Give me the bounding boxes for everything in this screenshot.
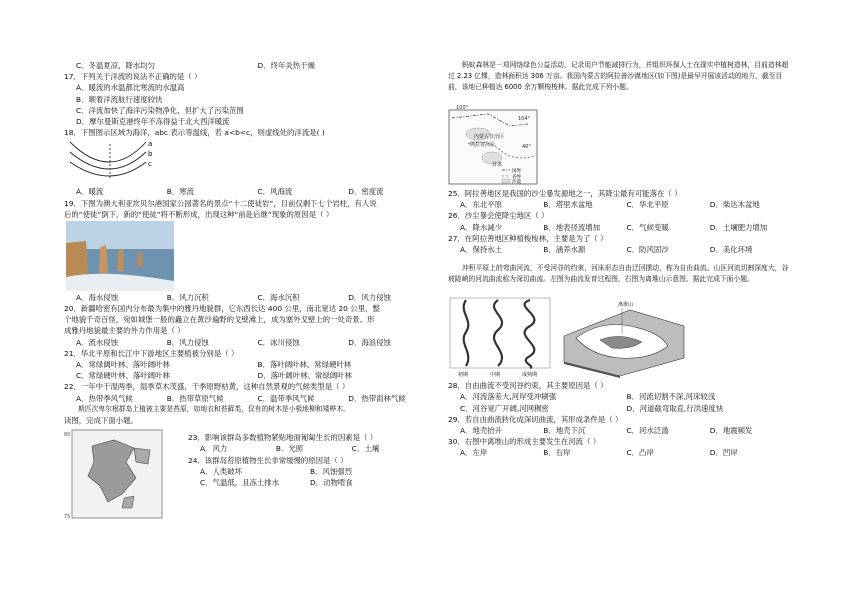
q22-options: A．热带季风气候 B．热带草原气候 C．温带季风气候 D．热带雨林气候 xyxy=(76,393,406,403)
q17-stem: 17．下列关于洋流的说法不正确的是（ ） xyxy=(64,72,202,82)
q20-stem: 20．新疆哈密有国内分布最为集中的雅丹地貌群，它东西长达 400 公里，南北宽达 20 公里，整 xyxy=(64,304,380,314)
q28-options: C．河谷宽广开阔,河网稠密 D．河道截弯取直,行洪速度快 xyxy=(460,403,724,413)
longitude-label: 104° xyxy=(518,116,531,122)
spitsbergen-intro: 读图，完成下面小题。 xyxy=(64,415,138,425)
q19-stem: 19．下图为澳大利亚坎贝尔港国家公园著名的景点“十二使徒岩”，目前仅剩下七个岩柱，有人说 xyxy=(64,198,377,208)
q18-stem: 18．下图图示区域为海洋，abc 表示等温线，若 a<b<c，则虚线处的洋流是( ) xyxy=(64,128,325,138)
q23-24-questions xyxy=(188,432,438,488)
q26-stem: 26．沙尘暴会使降尘地区（ ） xyxy=(448,211,549,221)
q18-options: A．暖流 B．寒流 C．风海流 D．密度流 xyxy=(76,187,384,197)
region-label: 内蒙古自治区 xyxy=(474,134,505,140)
q21-stem: 21．华北平原和长江中下游地区主要植被分别是（ ） xyxy=(64,348,239,358)
q30-stem: 30．右图中离堆山的形成主要发生在河流（ ） xyxy=(448,437,601,447)
q21-options: C．常绿硬叶林、落叶阔叶林 D．落叶阔叶林、常绿阔叶林 xyxy=(76,371,352,381)
q24-options: C．气温低，且冻土排水 D．动物啃食 xyxy=(200,477,353,487)
q29-options: A．地壳抬升 B．地壳下沉 C．河水泛滥 D．地震频发 xyxy=(460,425,753,435)
q26-options: A．降水减少 B．地表径流增加 C．气候变暖 D．土壤肥力增加 xyxy=(460,222,768,232)
meander-intro: 冲积平原上的弯曲河流，不受河谷的约束，河床形态自由迂回摆动，称为自由曲流。山区河流切割深度大，谷坡陡峭的河流曲流称为深切曲流。左图为曲流发育过程图，右图为离堆山示意图。据此完成下面小题。 xyxy=(448,264,789,284)
q24-stem: 24．该群岛苔原植物生长非常缓慢的原因是（ ） xyxy=(188,455,348,465)
isotherm-line-b xyxy=(70,152,146,169)
legend-label: 沙漠 xyxy=(512,180,521,185)
legend-label: 省界 xyxy=(512,175,521,180)
twelve-apostles-photo xyxy=(66,221,174,291)
q20-options: A．流水侵蚀 B．风力侵蚀 C．冰川侵蚀 D．海浪侵蚀 xyxy=(76,337,391,347)
q19-options: A．海水侵蚀 B．风力沉积 C．海水沉积 D．风力侵蚀 xyxy=(76,292,391,302)
isotherm-label: a xyxy=(148,140,153,149)
latitude-label: 75 xyxy=(64,514,71,521)
q23-24-block xyxy=(64,426,439,522)
q28-options: A．河流落差大,河岸受冲刷强 B．河流切割不深,河床较浅 xyxy=(460,392,716,402)
meander-figures xyxy=(448,296,793,380)
q19-photo-wrap xyxy=(64,220,439,292)
isotherm-line-a xyxy=(70,142,146,162)
q25-stem: 25．阿拉善地区是我国的沙尘暴发源地之一，其降尘最有可能落在（ ） xyxy=(448,189,682,198)
q21-options: A．常绿阔叶林、落叶阔叶林 B．落叶阔叶林、常绿硬叶林 xyxy=(76,360,352,369)
q22-stem: 22．一年中干湿两季，湿季草木茂盛，干季原野枯黄，这种自然景观的气候类型是（ ） xyxy=(64,382,350,392)
q19-stem: 后的“使徒”倒下，新的“使徒”将不断形成，出现这种“前赴后继”现象的原因是（ ） xyxy=(64,209,334,219)
stage-label: 初期 xyxy=(458,372,469,379)
meander-evolution-figure xyxy=(448,296,553,378)
q29-stem: 29．若自由曲流转化成深切曲流，其形成条件是（ ） xyxy=(448,414,623,424)
latitude-label: 80 xyxy=(64,432,71,439)
q20-stem: 成雅丹地貌最主要的外力作用是（ ） xyxy=(64,326,185,336)
isolated-hill-figure xyxy=(560,296,688,378)
q28-stem: 28．自由曲流不受河谷约束，其主要原因是（ ） xyxy=(448,381,608,391)
q27-stem: 27．在阿拉善地区种植梭梭林，主要是为了（ ） xyxy=(448,233,608,243)
spitsbergen-map xyxy=(64,428,164,520)
latitude-label: 40° xyxy=(522,144,531,150)
region-label: 阿拉善高原 xyxy=(470,142,496,148)
q18-figure-wrap xyxy=(64,138,439,186)
spitsbergen-intro: 斯匹次卑尔根群岛上植被主要是苔原，如地衣和苔藓类，仅有的树木是小极地柳和矮桦木。 xyxy=(78,404,350,413)
q17-option: C．洋流加快了海洋污染物净化，但扩大了污染范围 xyxy=(76,105,244,115)
q20-stem: 个地貌千奇百怪，宛如城堡一般的矗立在黄沙遍野的戈壁滩上，成为塞外戈壁上的一处奇景。形 xyxy=(64,315,375,325)
alxa-map xyxy=(448,104,540,186)
q25-options: A．东北平原 B．塔里木盆地 C．华北平原 D．柴达木盆地 xyxy=(460,200,760,210)
right-column xyxy=(448,60,793,458)
alxa-map-wrap xyxy=(448,104,793,188)
q17-option: D．摩尔曼斯克港终年不冻得益于北大西洋暖流 xyxy=(76,116,230,126)
legend-label: 国界 xyxy=(512,169,521,174)
region-label: 甘肃 xyxy=(492,162,503,168)
isotherm-label: c xyxy=(148,160,152,169)
isolated-hill-label: 离堆山 xyxy=(618,302,634,309)
left-column xyxy=(64,60,439,522)
q17-option: A．暖流的水温都比寒流的水温高 xyxy=(76,83,185,93)
isotherm-label: b xyxy=(148,150,153,159)
q24-options: A．人类破坏 B．风蚀强烈 xyxy=(200,466,353,476)
q23-options: A．风力 B．光照 C．土壤 xyxy=(200,444,380,454)
q27-options: A．保持水土 B．涵养水源 C．防风固沙 D．美化环境 xyxy=(460,244,753,254)
q17-option: B．顺着洋流航行速度较快 xyxy=(76,94,163,104)
stage-label: 中期 xyxy=(490,372,501,379)
isotherm-figure xyxy=(68,138,158,186)
q16-tail-options: C．冬温夏凉，降水均匀 D．终年炎热干燥 xyxy=(76,61,315,70)
q30-options: A．左岸 B．右岸 C．凸岸 D．凹岸 xyxy=(460,448,738,458)
q23-stem: 23．影响该群岛多数植物紧贴地面匍匐生长的因素是（ ） xyxy=(188,433,378,443)
ant-forest-intro: 蚂蚁森林是一项网络绿色公益活动，记录用户节能减排行为，并组织环保人士在现实中植树造林，目前造林超过 2.23 亿棵，造林面积达 306 万亩。我国内蒙古的阿拉善沙漠地区(如下图)是最早开展该活动的地方，截至目前，该地已种植达 6000 余万颗梭梭林。据此完成下列小题。 xyxy=(448,61,789,91)
stage-label: 成熟期 xyxy=(522,372,538,379)
longitude-label: 100° xyxy=(456,105,469,111)
